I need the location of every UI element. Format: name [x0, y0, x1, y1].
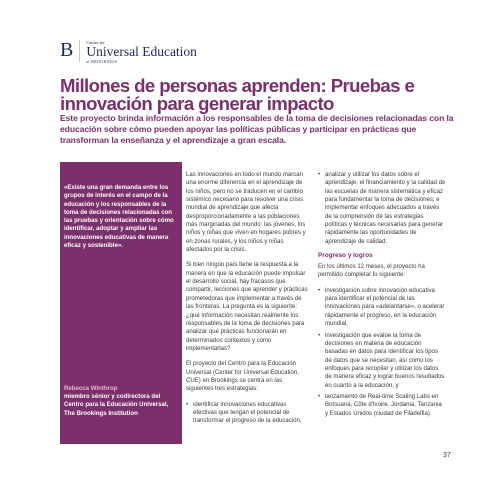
- quote-author-role: miembro sénior y codirectora del Centro para la Educación Universal, The Brookings Institution: [64, 393, 169, 417]
- paragraph: En los últimos 12 meses, el proyecto ha permitido completar lo siguiente:: [318, 264, 425, 279]
- logo-small-text: Center for: [86, 40, 105, 45]
- page-number: 37: [443, 452, 451, 459]
- logo-sub-text: at BROOKINGS: [86, 59, 118, 64]
- paragraph: El proyecto del Centro para la Educación Universal (Center for Universal Education, CUE) en Brookings se centra en las siguientes tres estrategias:: [186, 361, 299, 393]
- page-title: Millones de personas aprenden: Pruebas e innovación para generar impacto: [60, 75, 415, 114]
- list-item: • investigación que evalúe la toma de decisiones en materia de educación basadas en datos para identificar los tipos de datos que se necesitan, así como los enfoques para recopilar y utilizar los datos de manera eficaz y lograr buenos resultados en cuanto a la educación, y: [318, 332, 446, 390]
- quote-sidebar: [60, 162, 182, 444]
- logo-mark: B: [60, 39, 74, 61]
- logo-divider: [79, 40, 80, 62]
- text-column-2: [318, 171, 446, 424]
- list-item: • lanzamiento de Real-time Scaling Labs en Botsuana, Côte d'Ivoire, Jordania, Tanzania y Estados Unidos (ciudad de Filadelfia).: [318, 393, 446, 418]
- logo-name: Universal Education: [86, 44, 197, 59]
- strategy-list: [186, 401, 310, 426]
- strategy-list-continued: [318, 171, 446, 246]
- list-item: • identificar innovaciones educativas efectivas que tengan el potencial de transformar el progreso de la educación,: [186, 401, 310, 426]
- section-heading: Progreso y logros: [318, 252, 373, 260]
- sidebar-quote: «Existe una gran demanda entre los grupos de interés en el campo de la educación y los responsables de la toma de decisiones relacionadas con las pruebas y orientación sobre cómo identificar, adoptar y ampliar las innovaciones educativas de manera eficaz y sostenible».: [64, 184, 174, 250]
- achievements-list: [318, 287, 446, 418]
- list-item: • investigación sobre innovación educativa para identificar el potencial de las innovaciones para «adelantarse», o acelerar rápidamente el progreso, en la educación mundial;: [318, 287, 446, 329]
- logo-text: [86, 40, 197, 65]
- quote-author-name: Rebecca Winthrop: [64, 385, 118, 392]
- paragraph: Las innovaciones en todo el mundo marcan una enorme diferencia en el aprendizaje de los niños, pero no se traducen en el cambio sistémico necesario para resolver una crisis mundial de aprendizaje que afecta desproporcionadamente a las poblaciones más marginadas del mundo: las jóvenes, los niños y niñas que viven en hogares pobres y en zonas rurales, y los niños y niñas afectados por la crisis.: [186, 172, 306, 254]
- text-column-1: [186, 171, 310, 432]
- paragraph: Si bien ningún país tiene la respuesta a la manera en que la educación puede impulsar el desarrollo social, hay fracasos que compartir, lecciones que aprender y prácticas prometedoras que implementar a través de las fronteras. La pregunta es la siguiente: ¿qué información necesitan realmente los responsables de la toma de decisiones para analizar qué prácticas funcionarán en determinados contextos y cómo implementarlas?: [186, 262, 308, 352]
- list-item: • analizar y utilizar los datos sobre el aprendizaje, el financiamiento y la calidad de las escuelas de manera sistemática y eficaz para fundamentar la toma de decisiones; e implementar enfoques adecuados a través de la comprensión de las estrategias políticas y técnicas necesarias para generar rápidamente las oportunidades de aprendizaje de calidad.: [318, 171, 446, 246]
- page-subtitle: Este proyecto brinda información a los responsables de la toma de decisiones relacionadas con la educación sobre cómo pueden apoyar las políticas públicas y participar en prácticas que transforman la enseñanza y el aprendizaje a gran escala.: [60, 113, 454, 145]
- logo: [60, 40, 197, 65]
